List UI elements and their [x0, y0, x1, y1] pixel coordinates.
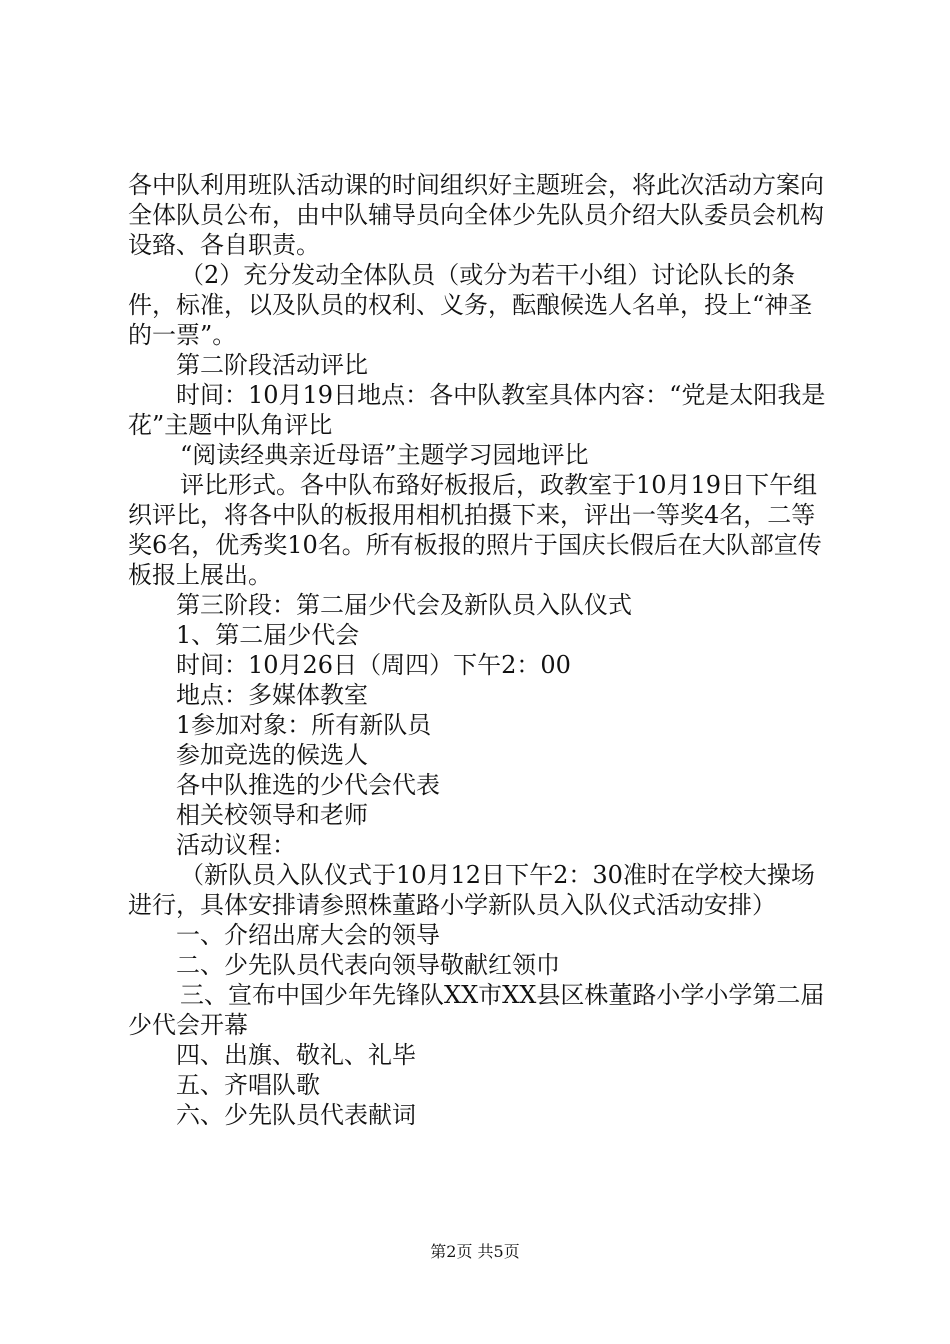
paragraph-congress-time: 时间：10月26日（周四）下午2：00 [176, 651, 571, 679]
paragraph-time-location: 时间：10月19日地点：各中队教室具体内容：“党是太阳我是花”主题中队角评比 [128, 381, 826, 439]
paragraph-candidates: 参加竞选的候选人 [176, 741, 368, 769]
agenda-item-2: 二、少先队员代表向领导敬献红领巾 [176, 951, 560, 979]
agenda-item-5: 五、齐唱队歌 [176, 1071, 320, 1099]
heading-stage-two: 第二阶段活动评比 [176, 351, 368, 379]
paragraph-induction-note: （新队员入队仪式于10月12日下午2：30准时在学校大操场进行，具体安排请参照株董路小学新队员入队仪式活动安排） [128, 861, 815, 919]
agenda-item-1: 一、介绍出席大会的领导 [176, 921, 440, 949]
paragraph-leaders-teachers: 相关校领导和老师 [176, 801, 368, 829]
page-footer: 第2页 共5页 [430, 1242, 520, 1261]
paragraph-congress-location: 地点：多媒体教室 [176, 681, 368, 709]
heading-stage-three: 第三阶段：第二届少代会及新队员入队仪式 [176, 591, 632, 619]
agenda-item-3: 三、宣布中国少年先锋队XX市XX县区株董路小学小学第二届少代会开幕 [128, 981, 825, 1039]
document-body [128, 170, 834, 1130]
paragraph-representatives: 各中队推选的少代会代表 [176, 771, 440, 799]
paragraph-class-meeting: 各中队利用班队活动课的时间组织好主题班会，将此次活动方案向全体队员公布，由中队辅导员向全体少先队员介绍大队委员会机构设臵、各自职责。 [128, 171, 824, 259]
paragraph-discussion: （2）充分发动全体队员（或分为若干小组）讨论队长的条件，标准，以及队员的权利、义务，酝酿候选人名单，投上“神圣的一票”。 [128, 261, 813, 349]
heading-agenda: 活动议程： [176, 831, 296, 859]
paragraph-reading-theme: “阅读经典亲近母语”主题学习园地评比 [180, 441, 589, 469]
agenda-item-6: 六、少先队员代表献词 [176, 1101, 416, 1129]
paragraph-evaluation-form: 评比形式。各中队布臵好板报后，政教室于10月19日下午组织评比，将各中队的板报用相机拍摄下来，评出一等奖4名，二等奖6名，优秀奖10名。所有板报的照片于国庆长假后在大队部宣传板报上展出。 [128, 471, 822, 589]
paragraph-participants: 1参加对象：所有新队员 [176, 711, 432, 739]
agenda-item-4: 四、出旗、敬礼、礼毕 [176, 1041, 416, 1069]
list-item-congress: 1、第二届少代会 [176, 621, 360, 649]
